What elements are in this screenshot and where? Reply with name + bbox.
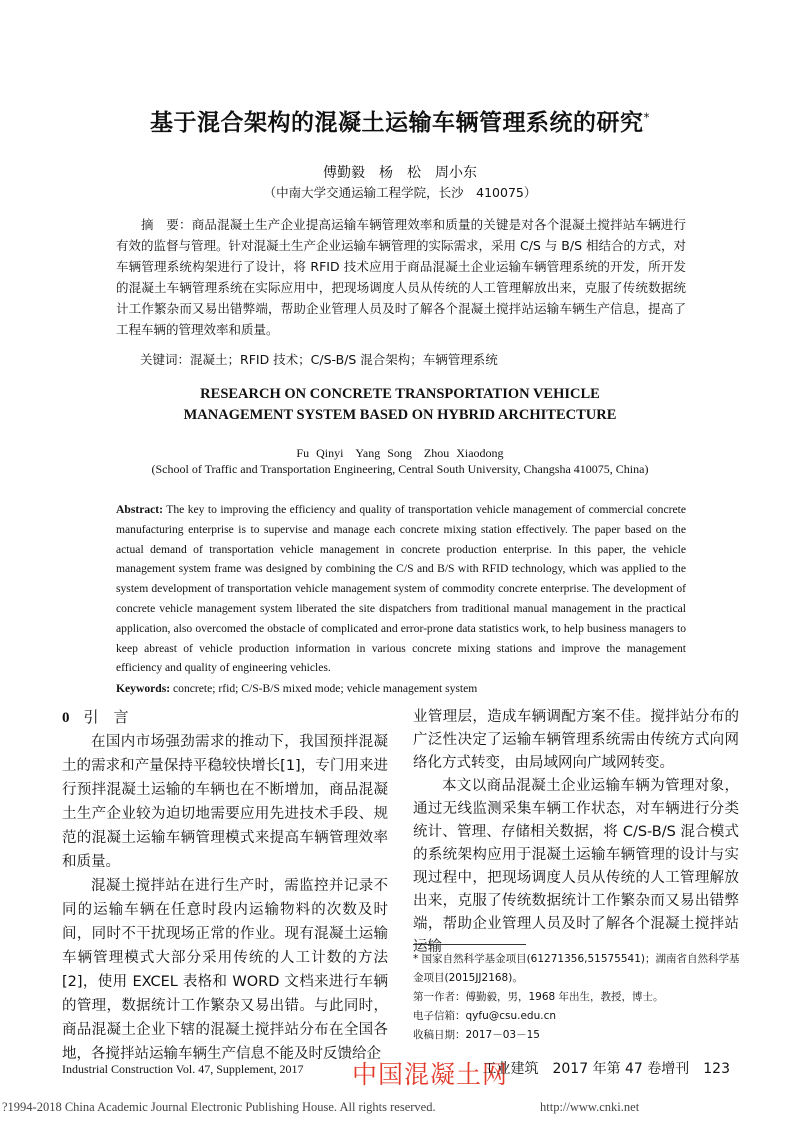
abstract-zh-label: 摘 要：: [141, 217, 192, 232]
abstract-zh: [116, 214, 686, 340]
footnotes: [413, 950, 743, 1045]
paragraph: 在国内市场强劲需求的推动下，我国预拌混凝土的需求和产量保持平稳较快增长[1]，专门用来进行预拌混凝土运输的车辆也在不断增加，商品混凝土生产企业较为迫切地需要应用先进技术手段、规范的混凝土运输车辆管理模式来提高车辆管理效率和质量。: [62, 734, 388, 870]
right-column: [413, 706, 739, 959]
affiliation-zh: （中南大学交通运输工程学院，长沙 410075）: [263, 185, 537, 200]
watermark: 中国混凝土网: [352, 1060, 509, 1089]
keywords-zh: [140, 350, 690, 368]
abstract-en-text: The key to improving the efficiency and quality of transportation vehicle management of commercial concrete manufacturing enterprise is to supervise and manage each concrete mixing station effectively. The paper based on the actual demand of transportation vehicle management in concrete production enterprise. In this paper, the vehicle management system frame was designed by combining the C/S and B/S with RFID technology, which was applied to the system development of transportation vehicle management system of commodity concrete enterprise. The development of concrete vehicle management system liberated the site dispatchers from traditional manual management in the practical application, also overcomed the obstacle of complicated and error-prone data statistics work, to help business managers to keep abreast of vehicle production information in various concrete mixing stations and improve the management efficiency and quality of engineering vehicles.: [116, 503, 686, 675]
copyright-text: ?1994-2018 China Academic Journal Electronic Publishing House. All rights reserved.: [2, 1100, 436, 1114]
abstract-en-label: Abstract:: [116, 503, 164, 516]
paper-title-en: [0, 384, 800, 426]
keywords-en: [116, 682, 686, 695]
left-column: [62, 730, 388, 1066]
paragraph: 本文以商品混凝土企业运输车辆为管理对象，通过无线监测采集车辆工作状态，对车辆进行分类统计、管理、存储相关数据，将 C/S-B/S 混合模式的系统架构应用于混凝土运输车辆管理的设计与实现过程中，把现场调度人员从传统的人工管理解放出来，克服了传统数据统计工作繁杂而又易出错弊端，帮助企业管理人员及时了解各个混凝土搅拌站运输: [413, 778, 739, 955]
title-text: 基于混合架构的混凝土运输车辆管理系统的研究: [150, 110, 644, 136]
abstract-en: [116, 500, 686, 678]
affiliation-en: (School of Traffic and Transportation Engineering, Central South University, Changsha 410075, China): [151, 462, 649, 476]
funding-mark: *: [643, 110, 650, 125]
footnote-divider: [413, 944, 526, 945]
keywords-zh-text: 混凝土；RFID 技术；C/S-B/S 混合架构；车辆管理系统: [190, 352, 498, 367]
authors-en: Fu Qinyi Yang Song Zhou Xiaodong: [296, 446, 504, 460]
paragraph: 混凝土搅拌站在进行生产时，需监控并记录不同的运输车辆在任意时段内运输物料的次数及时间，同时不干扰现场正常的作业。现有混凝土运输车辆管理模式大部分采用传统的人工计数的方法[2]，使用 EXCEL 表格和 WORD 文档来进行车辆的管理，数据统计工作繁杂又易出错。与此同时，商品混凝土企业下辖的混凝土搅拌站分布在全国各地，各搅拌站运输车辆生产信息不能及时反馈给企: [62, 878, 388, 1062]
title-en-line1: RESEARCH ON CONCRETE TRANSPORTATION VEHICLE: [200, 386, 600, 402]
section-number: 0: [62, 710, 70, 726]
footnote-funding: * 国家自然科学基金项目(61271356,51575541)；湖南省自然科学基金项目(2015JJ2168)。: [413, 953, 740, 984]
journal-footer-en: Industrial Construction Vol. 47, Supplement, 2017: [62, 1062, 304, 1076]
cnki-link[interactable]: http://www.cnki.net: [540, 1100, 640, 1114]
section-heading: [62, 706, 129, 727]
keywords-en-label: Keywords:: [116, 682, 171, 695]
footnote-received: 收稿日期：2017－03－15: [413, 1029, 540, 1041]
section-title: 引 言: [83, 708, 129, 726]
footnote-author: 第一作者：傅勤毅，男，1968 年出生，教授，博士。: [413, 991, 664, 1003]
copyright-bar: [0, 1100, 800, 1118]
authors-zh: 傅勤毅 杨 松 周小东: [323, 165, 477, 181]
paragraph: 业管理层，造成车辆调配方案不佳。搅拌站分布的广泛性决定了运输车辆管理系统需由传统方式向网络化方式转变，由局域网向广域网转变。: [413, 709, 739, 771]
paper-title: [0, 104, 800, 137]
footnote-email: 电子信箱：qyfu@csu.edu.cn: [413, 1010, 557, 1022]
keywords-zh-label: 关键词：: [140, 352, 191, 367]
abstract-zh-text: 商品混凝土生产企业提高运输车辆管理效率和质量的关键是对各个混凝土搅拌站车辆进行有效的监督与管理。针对混凝土生产企业运输车辆管理的实际需求，采用 C/S 与 B/S 相结合的方式，对车辆管理系统构架进行了设计，将 RFID 技术应用于商品混凝土企业运输车辆管理系统的开发，所开发的混凝土车辆管理系统在实际应用中，把现场调度人员从传统的人工管理解放出来，克服了传统数据统计工作繁杂而又易出错弊端，帮助企业管理人员及时了解各个混凝土搅拌站运输车辆生产信息，提高了工程车辆的管理效率和质量。: [116, 217, 686, 337]
journal-footer-zh: 工业建筑 2017 年第 47 卷增刊 123: [482, 1061, 730, 1077]
title-en-line2: MANAGEMENT SYSTEM BASED ON HYBRID ARCHITECTURE: [183, 407, 617, 423]
keywords-en-text: concrete; rfid; C/S-B/S mixed mode; vehicle management system: [170, 682, 478, 695]
